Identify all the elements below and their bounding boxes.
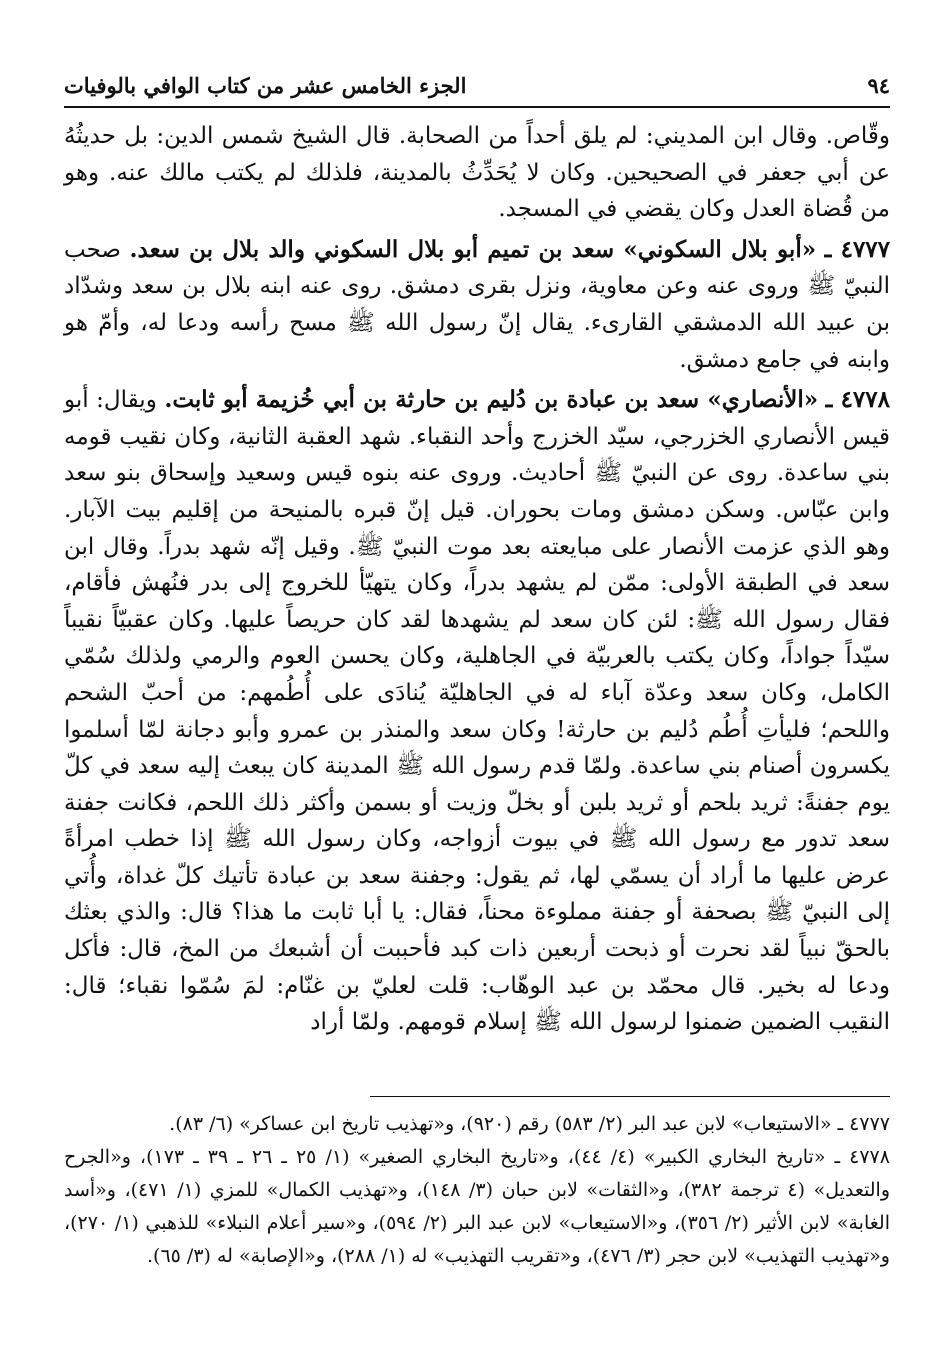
entry-heading: «أبو بلال السكوني» سعد بن تميم أبو بلال السكوني والد بلال بن سعد. (129, 235, 817, 263)
entry-text: صحب النبيّ ﷺ وروى عنه وعن معاوية، ونزل بقرى دمشق. روى عنه ابنه بلال بن سعد وشدّاد بن عبيد الله الدمشقي القارىء. يقال إنّ رسول الله ﷺ مسح رأسه ودعا له، وأمّ هو وابنه في جامع دمشق. (64, 236, 890, 373)
entry-number: ٤٧٧٧ ـ (824, 235, 891, 263)
biography-entry-4777 (64, 232, 890, 378)
page-number: ٩٤ (867, 73, 890, 98)
entry-heading: «الأنصاري» سعد بن عبادة بن دُليم بن حارثة بن أبي خُزيمة أبو ثابت. (164, 386, 819, 414)
header-divider (64, 106, 890, 108)
footnote-4777: ٤٧٧٧ ـ «الاستيعاب» لابن عبد البر (٢/ ٥٨٣) رقم (٩٢٠)، و«تهذيب تاريخ ابن عساكر» (٦/ ٨٣). (169, 1113, 890, 1135)
biography-entry-4778 (64, 382, 890, 1041)
page-header (64, 58, 890, 98)
entry-text: ويقال: أبو قيس الأنصاري الخزرجي، سيّد الخزرج وأحد النقباء. شهد العقبة الثانية، وكان نقيب قومه بني ساعدة. روى عن النبيّ ﷺ أحاديث. وروى عنه بنوه قيس وسعيد وإسحاق بنو سعد وابن عبّاس. وسكن دمشق ومات بحوران. قيل إنّ قبره بالمنيحة من إقليم بيت الآبار. وهو الذي عزمت الأنصار على مبايعته بعد موت النبيّ ﷺ. وقيل إنّه شهد بدراً. وقال ابن سعد في الطبقة الأولى: ممّن لم يشهد بدراً، وكان يتهيّأ للخروج إلى بدر فنُهش فأقام، فقال رسول الله ﷺ: لئن كان سعد لم يشهدها لقد كان حريصاً عليها. وكان عقبيّاً نقيباً سيّداً جواداً، وكان يكتب بالعربيّة في الجاهلية، وكان يحسن العوم والرمي ولذلك سُمّي الكامل، وكان سعد وعدّة آباء له في الجاهليّة يُنادَى على أُطُمهم: من أحبّ الشحم واللحم؛ فليأتِ أُطُم دُليم بن حارثة! وكان سعد والمنذر بن عمرو وأبو دجانة لمّا أسلموا يكسرون أصنام بني ساعدة. ولمّا قدم رسول الله ﷺ المدينة كان يبعث إليه سعد في كلّ يوم جفنةً: ثريد بلحم أو ثريد بلبن أو بخلّ وزيت أو بسمن وأكثر ذلك اللحم، فكانت جفنة سعد تدور مع رسول الله ﷺ في بيوت أزواجه، وكان رسول الله ﷺ إذا خطب امرأةً عرض عليها ما أراد أن يسمّي لها، ثم يقول: وجفنة سعد بن عبادة تأتيك كلّ غداة، وأُتي إلى النبيّ ﷺ بصحفة أو جفنة مملوءة محناً، فقال: يا أبا ثابت ما هذا؟ قال: والذي بعثك بالحقّ نبياً لقد نحرت أو ذبحت أربعين ذات كبد فأحببت أن أشبعك من المخ، قال: فأكل ودعا له بخير. قال محمّد بن عبد الوهّاب: قلت لعليّ بن غنّام: لمَ سُمّوا نقباء؛ قال: النقيب الضمين ضمنوا لرسول الله ﷺ إسلام قومهم. ولمّا أراد (64, 387, 891, 1036)
footnote-divider (370, 1096, 890, 1097)
footnote-4778: ٤٧٧٨ ـ «تاريخ البخاري الكبير» (٤/ ٤٤)، و«تاريخ البخاري الصغير» (١/ ٢٥ ـ ٢٦ ـ ٣٩ ـ ١٧٣)، و«الجرح والتعديل» (٤ ترجمة ٣٨٢)، و«الثقات» لابن حبان (٣/ ١٤٨)، و«تهذيب الكمال» للمزي (١/ ٤٧١)، و«أسد الغابة» لابن الأثير (٢/ ٣٥٦)، و«الاستيعاب» لابن عبد البر (٢/ ٥٩٤)، و«سير أعلام النبلاء» للذهبي (١/ ٢٧٠)، و«تهذيب التهذيب» لابن حجر (٣/ ٤٧٦)، و«تقريب التهذيب» له (١/ ٢٨٨)، و«الإصابة» له (٣/ ٦٥). (64, 1146, 890, 1267)
main-text (64, 118, 890, 1041)
footnotes (64, 1108, 890, 1273)
running-title: الجزء الخامس عشر من كتاب الوافي بالوفيات (64, 73, 467, 98)
book-page (64, 0, 890, 1368)
entry-number: ٤٧٧٨ ـ (825, 386, 890, 414)
intro-paragraph: وقّاص. وقال ابن المديني: لم يلق أحداً من الصحابة. قال الشيخ شمس الدين: بل حديثُهُ عن أبي جعفر في الصحيحين. وكان لا يُحَدِّثُ بالمدينة، فلذلك لم يكتب مالك عنه. وهو من قُضاة العدل وكان يقضي في المسجد. (64, 123, 890, 223)
